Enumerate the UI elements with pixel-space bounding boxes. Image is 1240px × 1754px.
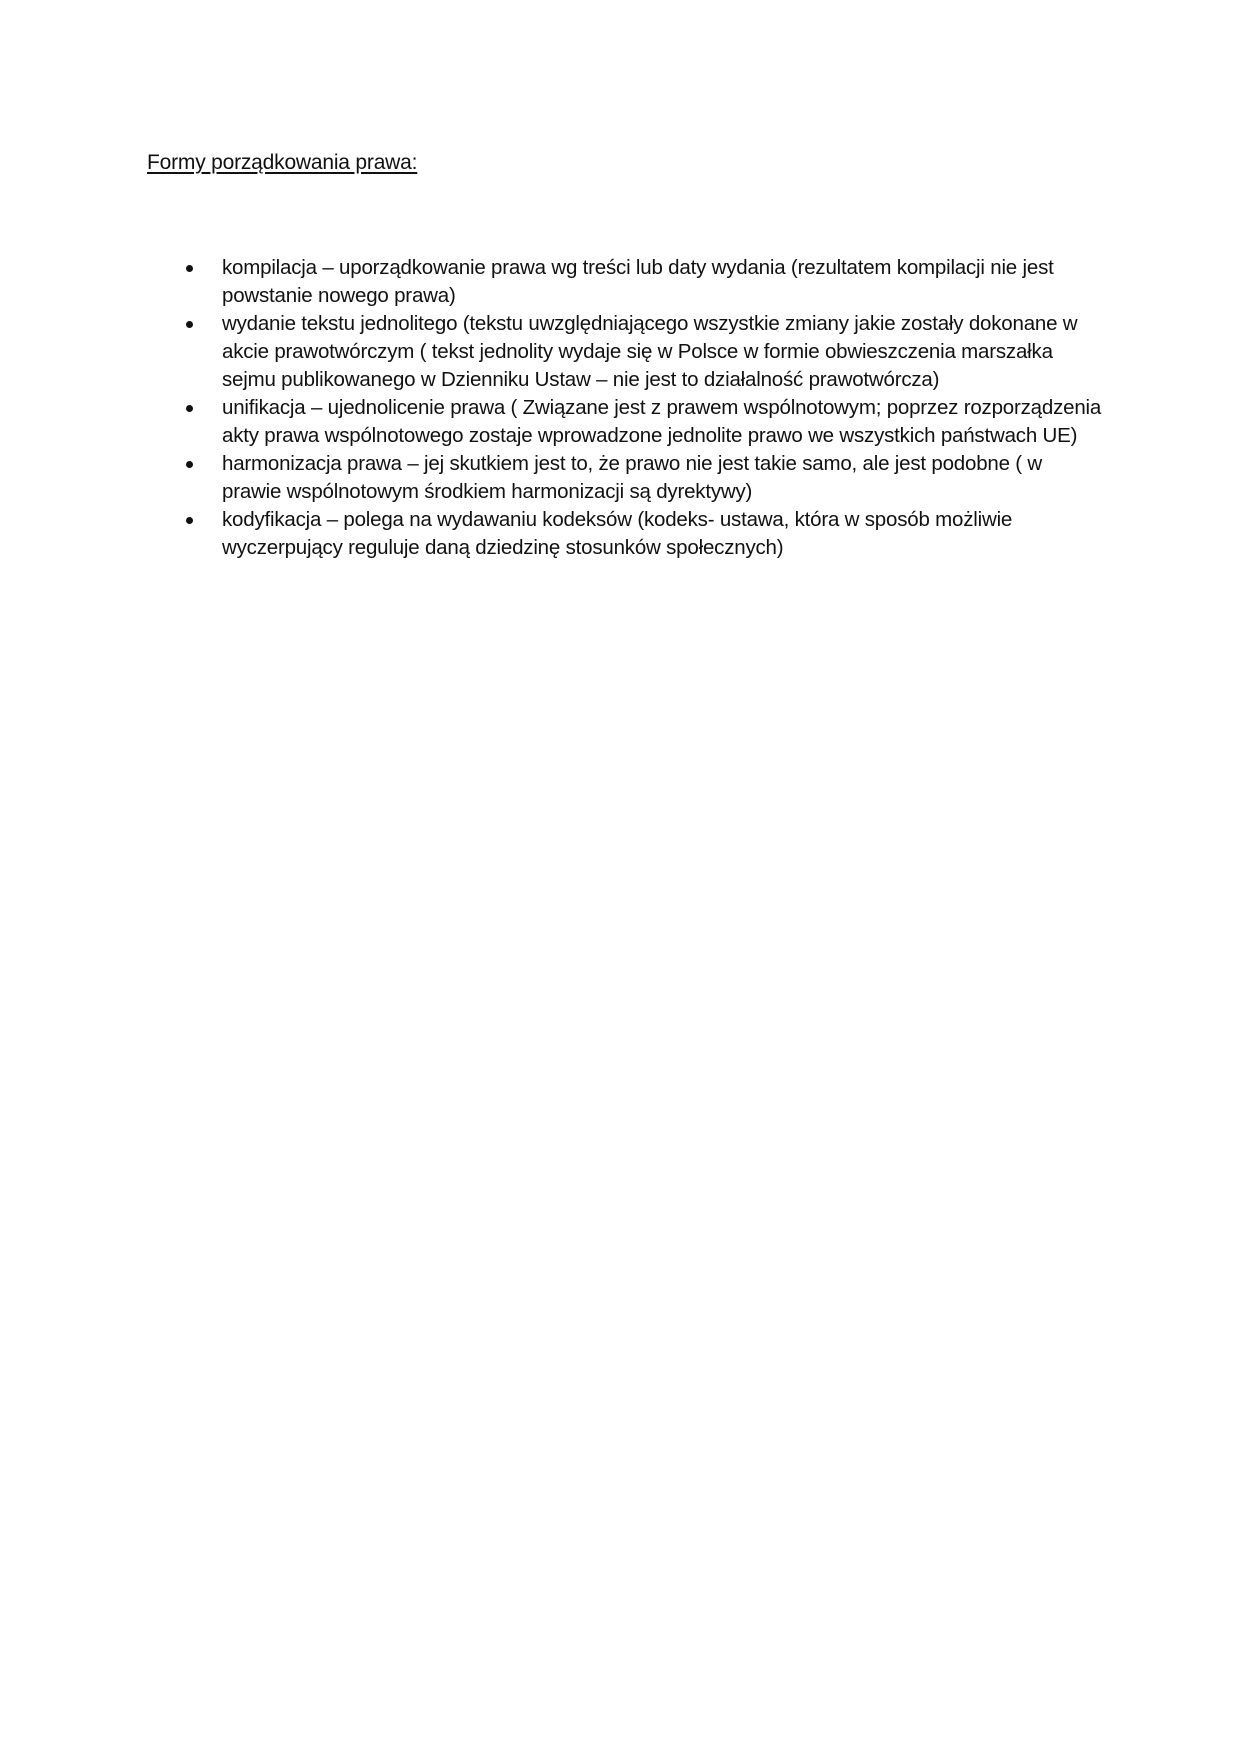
list-item bbox=[222, 450, 1102, 506]
document-heading: Formy porządkowania prawa: bbox=[147, 151, 418, 174]
bullet-icon bbox=[186, 461, 193, 468]
list-item bbox=[222, 310, 1102, 394]
list-item-text: wydanie tekstu jednolitego (tekstu uwzględniającego wszystkie zmiany jakie zostały dokonane w akcie prawotwórczym ( tekst jednolity wydaje się w Polsce w formie obwieszczenia marszałka sejmu publikowanego w Dzienniku Ustaw – nie jest to działalność prawotwórcza) bbox=[222, 312, 1078, 391]
bullet-icon bbox=[186, 321, 193, 328]
bullet-icon bbox=[186, 517, 193, 524]
bullet-icon bbox=[186, 265, 193, 272]
list-item bbox=[222, 506, 1102, 562]
list-item-text: unifikacja – ujednolicenie prawa ( Związane jest z prawem wspólnotowym; poprzez rozporządzenia akty prawa wspólnotowego zostaje wprowadzone jednolite prawo we wszystkich państwach UE) bbox=[222, 396, 1102, 447]
list-item-text: kompilacja – uporządkowanie prawa wg treści lub daty wydania (rezultatem kompilacji nie jest powstanie nowego prawa) bbox=[222, 256, 1054, 307]
bullet-icon bbox=[186, 405, 193, 412]
bullet-list bbox=[222, 254, 1102, 562]
list-item bbox=[222, 394, 1102, 450]
list-item-text: harmonizacja prawa – jej skutkiem jest to, że prawo nie jest takie samo, ale jest podobne ( w prawie wspólnotowym środkiem harmonizacji są dyrektywy) bbox=[222, 452, 1043, 503]
list-item-text: kodyfikacja – polega na wydawaniu kodeksów (kodeks- ustawa, która w sposób możliwie wyczerpujący reguluje daną dziedzinę stosunków społecznych) bbox=[222, 508, 1013, 559]
list-item bbox=[222, 254, 1102, 310]
